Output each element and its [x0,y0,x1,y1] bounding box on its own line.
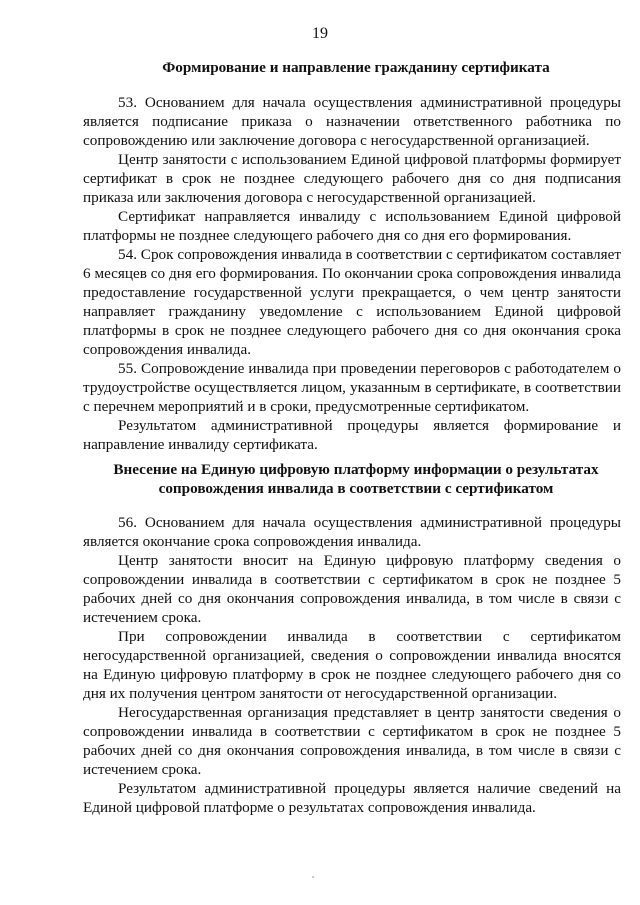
paragraph-ngo-submits: Негосударственная организация представляет в центр занятости сведения о сопровождении инвалида в соответствии с сертификатом в срок не позднее 5 рабочих дней со дня окончания сопровождения инвалида, в том числе в связи с истечением срока. [83,704,621,778]
section-heading-line-1: Внесение на Единую цифровую платформу информации о результатах [113,461,599,478]
page-number: 19 [312,25,328,42]
paragraph-55: 55. Сопровождение инвалида при проведении переговоров с работодателем о трудоустройстве осуществляется лицом, указанным в сертификате, в соответствии с перечнем мероприятий и в сроки, предусмотренные сертификатом. [83,360,621,415]
paragraph-result-2: Результатом административной процедуры является наличие сведений на Единой цифровой платформе о результатах сопровождения инвалида. [83,780,621,816]
section-body-platform-info [83,513,621,817]
section-heading-certificate: Формирование и направление гражданину сертификата [162,59,550,76]
paragraph-56: 56. Основанием для начала осуществления административной процедуры является окончание срока сопровождения инвалида. [83,514,621,550]
paragraph-53: 53. Основанием для начала осуществления административной процедуры является подписание приказа о назначении ответственного работника по сопровождению или заключение договора с негосударственной организацией. [83,94,621,149]
section-body-certificate [83,93,621,454]
paragraph-result-1: Результатом административной процедуры является формирование и направление инвалиду сертификата. [83,417,621,453]
paragraph-ngo-support: При сопровождении инвалида в соответствии с сертификатом негосударственной организацией, сведения о сопровождении инвалида вносятся на Единую цифровую платформу в срок не позднее следующего рабочего дня со дня их получения центром занятости от негосударственной организации. [83,628,621,702]
scan-dot-mark [312,876,314,878]
paragraph-center-forms-certificate: Центр занятости с использованием Единой цифровой платформы формирует сертификат в срок не позднее следующего рабочего дня со дня подписания приказа или заключения договора с негосударственной организацией. [83,151,621,206]
paragraph-certificate-sent: Сертификат направляется инвалиду с использованием Единой цифровой платформы не позднее следующего рабочего дня со дня его формирования. [83,208,621,244]
section-heading-line-2: сопровождения инвалида в соответствии с сертификатом [158,480,554,497]
section-heading-platform-info [86,460,626,498]
paragraph-center-enters-info: Центр занятости вносит на Единую цифровую платформу сведения о сопровождении инвалида в соответствии с сертификатом в срок не позднее 5 рабочих дней со дня окончания сопровождения инвалида, в том числе в связи с истечением срока. [83,552,621,626]
paragraph-54: 54. Срок сопровождения инвалида в соответствии с сертификатом составляет 6 месяцев со дня его формирования. По окончании срока сопровождения инвалида предоставление государственной услуги прекращается, о чем центр занятости направляет гражданину уведомление с использованием Единой цифровой платформы в срок не позднее следующего рабочего дня со дня окончания срока сопровождения инвалида. [83,246,621,358]
